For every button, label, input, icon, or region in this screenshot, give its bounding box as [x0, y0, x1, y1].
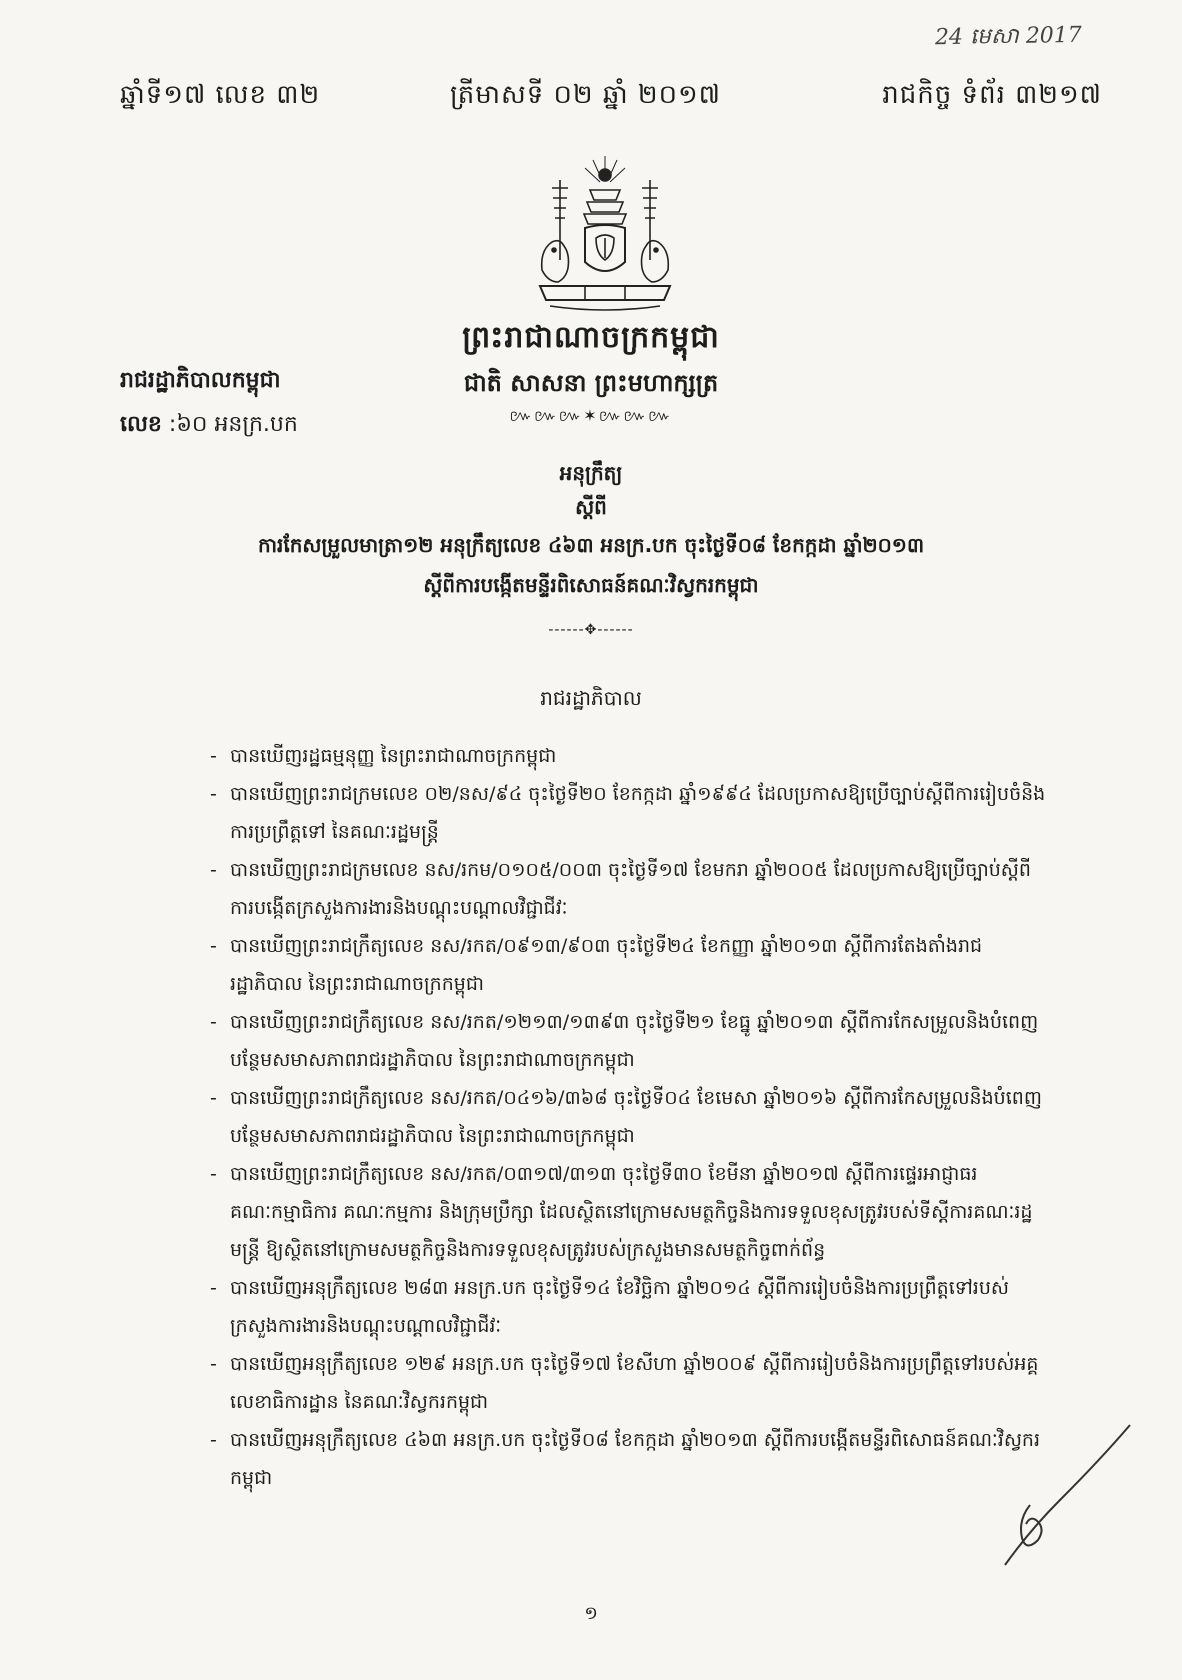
list-item: - បានឃើញអនុក្រឹត្យលេខ ៤៦៣ អនក្រ.បក ចុះថ្ងៃទី០៨ ខែកក្កដា ឆ្នាំ២០១៣ ស្តីពីការបង្កើតមន្ទីរពិសោធន៍គណៈវិស្វករកម្ពុជា [230, 1421, 1052, 1497]
kingdom-title: ព្រះរាជាណាចក្រកម្ពុជា [462, 320, 720, 355]
subject-line-1: ការកែសម្រួលមាត្រា១២ អនុក្រឹត្យលេខ ៤៦៣ អនក្រ.បក ចុះថ្ងៃទី០៨ ខែកក្កដា ឆ្នាំ២០១៣ [257, 533, 925, 557]
list-item: - បានឃើញអនុក្រឹត្យលេខ ២៨៣ អនក្រ.បក ចុះថ្ងៃទី១៤ ខែវិច្ឆិកា ឆ្នាំ២០១៤ ស្តីពីការរៀបចំនិងការប្រព្រឹត្តទៅរបស់ក្រសួងការងារនិងបណ្តុះបណ្តាលវិជ្ជាជីវៈ [230, 1269, 1052, 1345]
considerations-list [230, 737, 1052, 1497]
reference-number [120, 410, 298, 442]
gazette-issue: ឆ្នាំទី១៧ លេខ ៣២ [120, 80, 321, 110]
handwritten-signature-icon [990, 1420, 1140, 1570]
gazette-page: រាជកិច្ច ទំព័រ ៣២១៧ [882, 80, 1102, 110]
motto-ornament: ៚៚៚✶៚៚៚ [509, 406, 673, 425]
list-item: - បានឃើញអនុក្រឹត្យលេខ ១២៩ អនក្រ.បក ចុះថ្ងៃទី១៧ ខែសីហា ឆ្នាំ២០០៩ ស្តីពីការរៀបចំនិងការប្រព្រឹត្តទៅរបស់អគ្គលេខាធិការដ្ឋាន នៃគណៈវិស្វករកម្ពុជា [230, 1345, 1052, 1421]
national-motto: ជាតិ សាសនា ព្រះមហាក្សត្រ [463, 369, 719, 397]
list-item: - បានឃើញព្រះរាជក្រឹត្យលេខ នស/រកត/១២១៣/១៣៩៣ ចុះថ្ងៃទី២១ ខែធ្នូ ឆ្នាំ២០១៣ ស្តីពីការកែសម្រួលនិងបំពេញបន្ថែមសមាសភាពរាជរដ្ឋាភិបាល នៃព្រះរាជាណាចក្រកម្ពុជា [230, 1003, 1052, 1079]
list-item: - បានឃើញព្រះរាជក្រឹត្យលេខ នស/រកត/០៩១៣/៩០៣ ចុះថ្ងៃទី២៤ ខែកញ្ញា ឆ្នាំ២០១៣ ស្តីពីការតែងតាំងរាជរដ្ឋាភិបាល នៃព្រះរាជាណាចក្រកម្ពុជា [230, 927, 1052, 1003]
document-type: អនុក្រឹត្យ [559, 461, 623, 485]
government-heading: រាជរដ្ឋាភិបាល [540, 686, 642, 710]
list-item: - បានឃើញព្រះរាជក្រមលេខ ០២/នស/៩៤ ចុះថ្ងៃទី២០ ខែកក្កដា ឆ្នាំ១៩៩៤ ដែលប្រកាសឱ្យប្រើច្បាប់ស្តីពីការរៀបចំនិងការប្រព្រឹត្តទៅ នៃគណៈរដ្ឋមន្ត្រី [230, 775, 1052, 851]
list-item: - បានឃើញរដ្ឋធម្មនុញ្ញ នៃព្រះរាជាណាចក្រកម្ពុជា [230, 737, 1052, 775]
list-item: - បានឃើញព្រះរាជក្រឹត្យលេខ នស/រកត/០៤១៦/៣៦៨ ចុះថ្ងៃទី០៤ ខែមេសា ឆ្នាំ២០១៦ ស្តីពីការកែសម្រួលនិងបំពេញបន្ថែមសមាសភាពរាជរដ្ឋាភិបាល នៃព្រះរាជាណាចក្រកម្ពុជា [230, 1079, 1052, 1155]
reference-value: :៦០ អនក្រ.បក [168, 412, 298, 437]
gazette-quarter: ត្រីមាសទី ០២ ឆ្នាំ ២០១៧ [450, 80, 721, 110]
subject-label: ស្តីពី [575, 495, 607, 519]
list-item: - បានឃើញព្រះរាជក្រឹត្យលេខ នស/រកត/០៣១៧/៣១៣ ចុះថ្ងៃទី៣០ ខែមីនា ឆ្នាំ២០១៧ ស្តីពីការផ្ទេរអាជ្ញាធរ គណៈកម្មាធិការ គណៈកម្មការ និងក្រុមប្រឹក្សា ដែលស្ថិតនៅក្រោមសមត្ថកិច្ចនិងការទទួលខុសត្រូវរបស់ទីស្តីការគណៈរដ្ឋមន្ត្រី ឱ្យស្ថិតនៅក្រោមសមត្ថកិច្ចនិងការទទួលខុសត្រូវរបស់ក្រសួងមានសមត្ថកិច្ចពាក់ព័ន្ធ [230, 1155, 1052, 1269]
reference-label: លេខ [120, 412, 162, 437]
subject-line-2: ស្តីពីការបង្កើតមន្ទីរពិសោធន៍គណៈវិស្វករកម្ពុជា [423, 573, 759, 597]
gazette-header [120, 78, 1102, 122]
page-number: ១ [584, 1603, 598, 1624]
royal-coat-of-arms-icon [530, 150, 680, 315]
section-divider: ------✥------ [548, 622, 634, 638]
list-item: - បានឃើញព្រះរាជក្រមលេខ នស/រកម/០១០៥/០០៣ ចុះថ្ងៃទី១៧ ខែមករា ឆ្នាំ២០០៥ ដែលប្រកាសឱ្យប្រើច្បាប់ស្តីពីការបង្កើតក្រសួងការងារនិងបណ្តុះបណ្តាលវិជ្ជាជីវៈ [230, 851, 1052, 927]
issuing-authority: រាជរដ្ឋាភិបាលកម្ពុជា [120, 368, 281, 393]
handwritten-date: 24 មេសា 2017 [934, 22, 1083, 51]
